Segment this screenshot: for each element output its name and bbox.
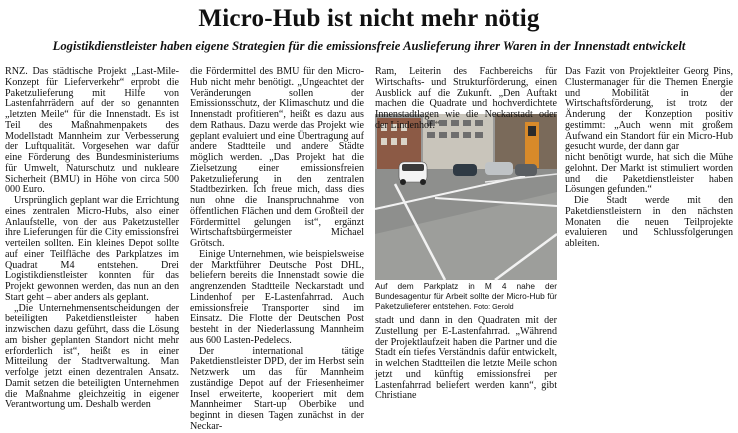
article-column-3-top	[375, 66, 557, 131]
paragraph: Einige Unternehmen, wie beispielsweise der Marktführer Deutsche Post DHL, beliefern bereits die Innenstadt sowie die angrenzenden Stadtteile Neckarstadt und Lindenhof per E-Lastenfahrrad. Auch emissionsfreie Transporter sind im Einsatz. Die Flotte der Deutschen Post besteht in der Niederlassung Mannheim aus 600 Lasten-Pedelecs.	[190, 248, 364, 346]
article-column-4	[565, 67, 733, 404]
article-column-2	[190, 66, 364, 432]
article-column-1	[5, 66, 179, 411]
paragraph: „Die Unternehmensentscheidungen der beteiligten Paketdienstleister haben inzwischen dazu geführt, dass die Lösung am bisher geplanten Standort nicht mehr erforderlich ist“, heißt es in einer Mitteilung der Stadtverwaltung. Man verfolge jetzt einen dezentralen Ansatz. Damit setzen die beteiligten Unternehmen die Maßnahme gleichzeitig in eigener Verantwortung um. Deshalb werden	[5, 302, 179, 411]
paragraph: Ram, Leiterin des Fachbereichs für Wirtschafts- und Strukturförderung, einen Ausblick auf die Zukunft. „Den Auftakt machen die Quadrate und hochverdichtete Innenstadtlagen wie die Neckarstadt oder der Lindenhof.“	[375, 66, 557, 131]
paragraph: RNZ. Das städtische Projekt „Last-Mile-Konzept für Lieferverkehr“ erprobt die Paketzulieferung mit Hilfe von Lastenfahrrädern auf der so genannten „letzten Meile“ für die Innenstadt. Es ist Teil des Maßnahmenpakets des Modellstadt Mannheim zur Verbesserung der Luftqualität. Vorgesehen war dafür eine Förderung des Bundesministeriums für Umwelt, Naturschutz und nukleare Sicherheit (BMU) in Höhe von circa 500 000 Euro.	[5, 66, 179, 196]
paragraph: Die Stadt werde mit den Paketdienstleistern in den nächsten Monaten die neuen Teilprojekte evaluieren und Schlussfolgerungen ableiten.	[565, 195, 733, 249]
paragraph: Ursprünglich geplant war die Errichtung eines zentralen Micro-Hubs, also einer Anlaufstelle, von der aus Paketzusteller ihre Lieferungen für die City emissionsfrei verteilen sollten. Ein kleines Depot sollte auf einer Teilfläche des Parkplatzes im Quadrat M4 entstehen. Drei Logistikdienstleister konnten für das Projekt gewonnen werden, das nun an den Start geht – aber anders als geplant.	[5, 195, 179, 303]
photo-caption	[375, 281, 557, 312]
article-column-3	[375, 316, 557, 404]
paragraph: Der international tätige Paketdienstleister DPD, der im Herbst sein Netzwerk um das für Mannheim zuständige Depot auf der Friesenheimer Insel erweiterte, kooperiert mit dem Mannheimer Start-up Oberbike und beginnt in diesen Tagen zunächst in der Neckar-	[190, 345, 364, 432]
paragraph: stadt und dann in den Quadraten mit der Zustellung per E-Lastenfahrrad. „Während der Projektlaufzeit haben die Partner und die Stadt ein tiefes Verständnis dafür entwickelt, in welchen Stadtteilen die letzte Meile schon jetzt und künftig emissionsfrei per Lastenfahrrad beliefert werden kann“, gibt Christiane	[375, 315, 557, 402]
headline: Micro-Hub ist nicht mehr nötig	[198, 5, 540, 32]
paragraph: nicht benötigt wurde, hat sich die Mühe gelohnt. Der Markt ist stimuliert worden und die Paketdienstleister haben Lösungen gefunden.“	[565, 152, 733, 196]
subheadline: Logistikdienstleister haben eigene Strategien für die emissionsfreie Auslieferung ihrer Waren in der Innenstadt entwickelt	[52, 39, 686, 53]
caption-text: Auf dem Parkplatz in M 4 nahe der Bundesagentur für Arbeit sollte der Micro-Hub für Paketzulieferer entstehen.	[375, 281, 557, 311]
paragraph: die Fördermittel des BMU für den Micro-Hub nicht mehr benötigt. „Ungeachtet der Veränderungen sollen der Emissionsschutz, der Klimaschutz und die Innenstadt profitieren“, heißt es dazu aus dem Rathaus. Dazu werde das Projekt wie geplant evaluiert und eine Übertragung auf andere Stadtteile und andere Städte möglich werden. „Das Projekt hat die Zielsetzung einer emissionsfreien Paketzulieferung in den zentralen Stadtbezirken. Ich freue mich, dass dies nun ohne die Inanspruchnahme von öffentlichen Flächen und dem Großteil der Fördermittel gelungen ist“, ergänzt Wirtschaftsbürgermeister Michael Grötsch.	[190, 66, 364, 249]
photo-credit: Foto: Gerold	[473, 302, 514, 311]
parking-lot-photo	[375, 114, 557, 280]
paragraph: Das Fazit von Projektleiter Georg Pins, Clustermanager für die Themen Energie und Mobilität in der Wirtschaftsförderung, ist trotz der Änderung der Konzeption positiv gestimmt: „Auch wenn mit großem Aufwand ein Standort für ein Micro-Hub gesucht wurde, der dann gar	[565, 66, 733, 153]
